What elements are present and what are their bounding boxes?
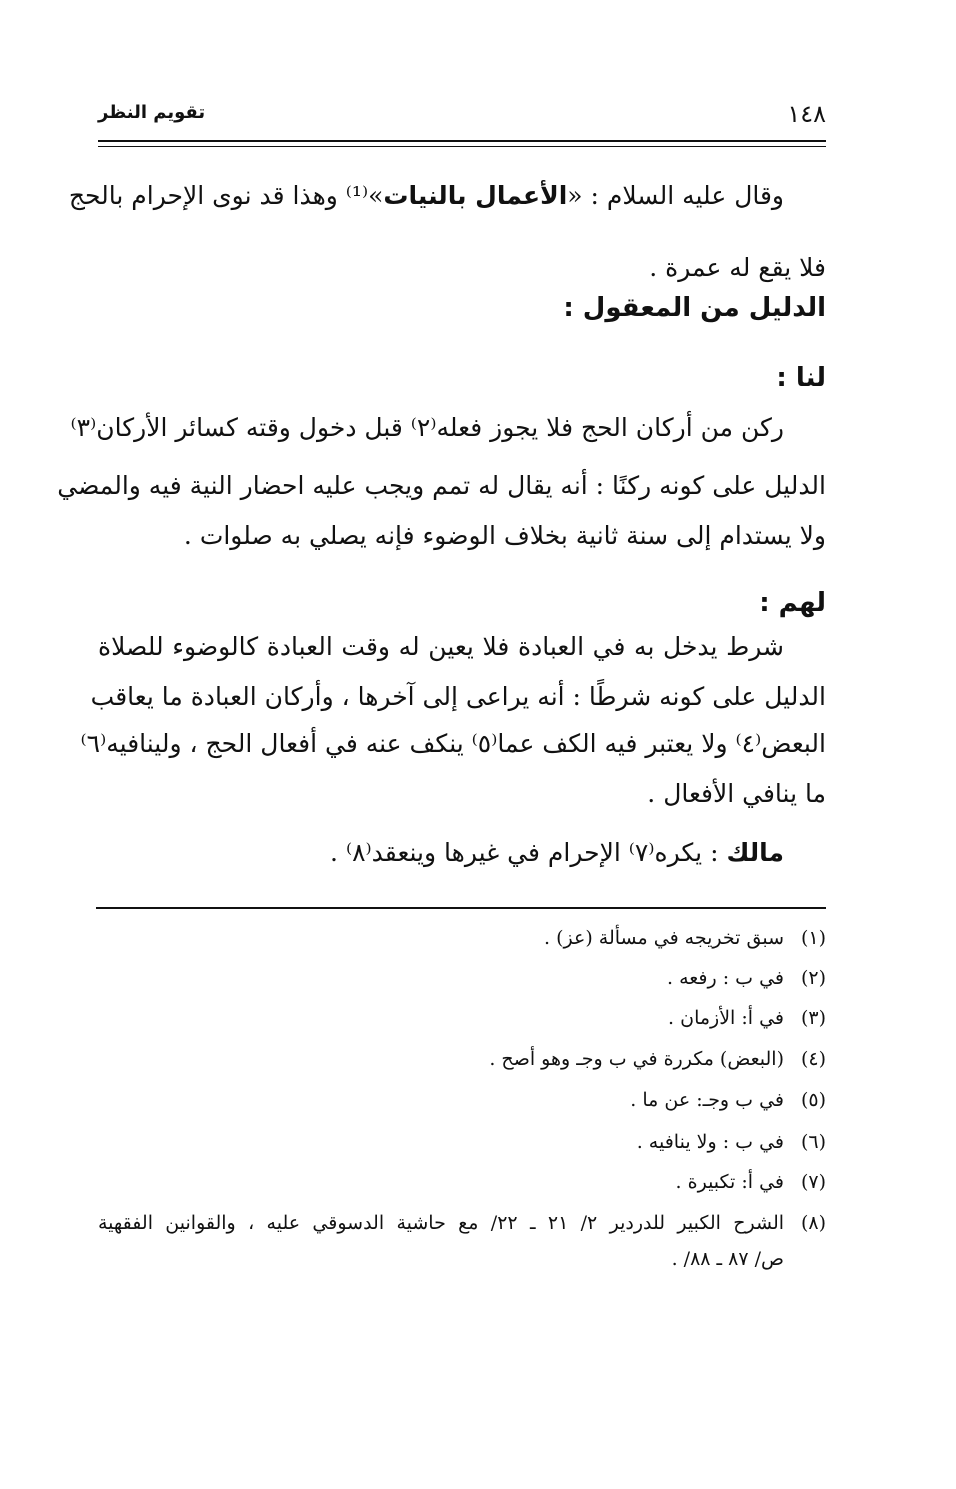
- paragraph-2-line-4: ما ينافي الأفعال .: [647, 779, 826, 808]
- footnote-8: [98, 1208, 826, 1238]
- footnote-2: [98, 963, 826, 993]
- page-header: [98, 100, 826, 132]
- section-heading-lahum: لهم :: [759, 588, 826, 618]
- footnote-text: في ب : رفعه .: [666, 967, 784, 989]
- paragraph-1-line-1: ركن من أركان الحج فلا يجوز فعله⁽٢⁾ قبل دخول وقته كسائر الأركان⁽٣⁾: [70, 413, 784, 442]
- footnote-text: في أ: تكبيرة .: [675, 1171, 784, 1193]
- text-line-1: [68, 176, 826, 216]
- hadith-quote: الأعمال بالنيات: [383, 181, 568, 210]
- footnote-text: (البعض) مكررة في ب وجـ وهو أصح .: [489, 1048, 784, 1070]
- footnote-text: في ب وجـ: عن ما .: [630, 1089, 784, 1111]
- section-heading-rational-evidence: الدليل من المعقول :: [563, 293, 826, 323]
- header-rule-thick: [98, 140, 826, 142]
- text-segment: »⁽¹⁾ وهذا قد نوى الإحرام بالحج: [68, 181, 384, 210]
- paragraph-2-line-1: شرط يدخل به في العبادة فلا يعين له وقت العبادة كالوضوء للصلاة: [98, 632, 785, 661]
- paragraph-1-line-2: الدليل على كونه ركنًا : أنه يقال له تمم ويجب عليه احضار النية فيه والمضي: [57, 471, 826, 500]
- text-line-2: فلا يقع له عمرة .: [649, 253, 826, 282]
- footnote-8-continuation: ص/ ٨٧ ـ ٨٨/ .: [671, 1248, 784, 1270]
- paragraph-2-line-2: الدليل على كونه شرطًا : أنه يراعى إلى آخرها ، وأركان العبادة ما يعاقب: [90, 682, 826, 711]
- footnote-number: (٤): [800, 1048, 826, 1070]
- running-title: تقويم النظر: [98, 102, 206, 123]
- footnote-text: سبق تخريجه في مسألة (عز) .: [544, 927, 784, 949]
- section-heading-lana: لنا :: [776, 363, 826, 393]
- footnote-5: [98, 1085, 826, 1115]
- paragraph-1-line-3: ولا يستدام إلى سنة ثانية بخلاف الوضوء فإنه يصلي به صلوات .: [183, 521, 826, 550]
- malik-label: مالك: [726, 838, 784, 867]
- footnote-text: الشرح الكبير للدردير ٢/ ٢١ ـ ٢٢/ مع حاشية الدسوقي عليه ، والقوانين الفقهية: [98, 1212, 785, 1234]
- paragraph-2-line-3: البعض⁽٤⁾ ولا يعتبر فيه الكف عما⁽٥⁾ ينكف عنه في أفعال الحج ، ولينافيه⁽٦⁾: [80, 729, 826, 758]
- footnote-number: (٨): [800, 1212, 827, 1234]
- footnote-3: [98, 1003, 826, 1033]
- footnote-number: (٢): [800, 967, 826, 989]
- page-number: ١٤٨: [787, 100, 826, 128]
- footnote-7: [98, 1167, 826, 1197]
- footnote-1: [98, 923, 826, 953]
- header-rule-thin: [98, 146, 826, 147]
- text-segment: وقال عليه السلام : «: [567, 181, 784, 210]
- footnote-4: [98, 1044, 826, 1074]
- footnote-separator: [96, 907, 826, 909]
- footnote-number: (٥): [800, 1089, 826, 1111]
- footnote-text: في أ: الأزمان .: [668, 1007, 784, 1029]
- malik-text: : يكره⁽٧⁾ الإحرام في غيرها وينعقد⁽٨⁾ .: [330, 838, 727, 867]
- footnote-number: (٣): [800, 1007, 826, 1029]
- footnote-text: في ب : ولا ينافيه .: [636, 1131, 784, 1153]
- malik-line: [98, 833, 826, 873]
- footnote-6: [98, 1127, 826, 1157]
- footnote-number: (٦): [800, 1131, 826, 1153]
- footnote-number: (٧): [800, 1171, 826, 1193]
- footnote-number: (١): [800, 927, 826, 949]
